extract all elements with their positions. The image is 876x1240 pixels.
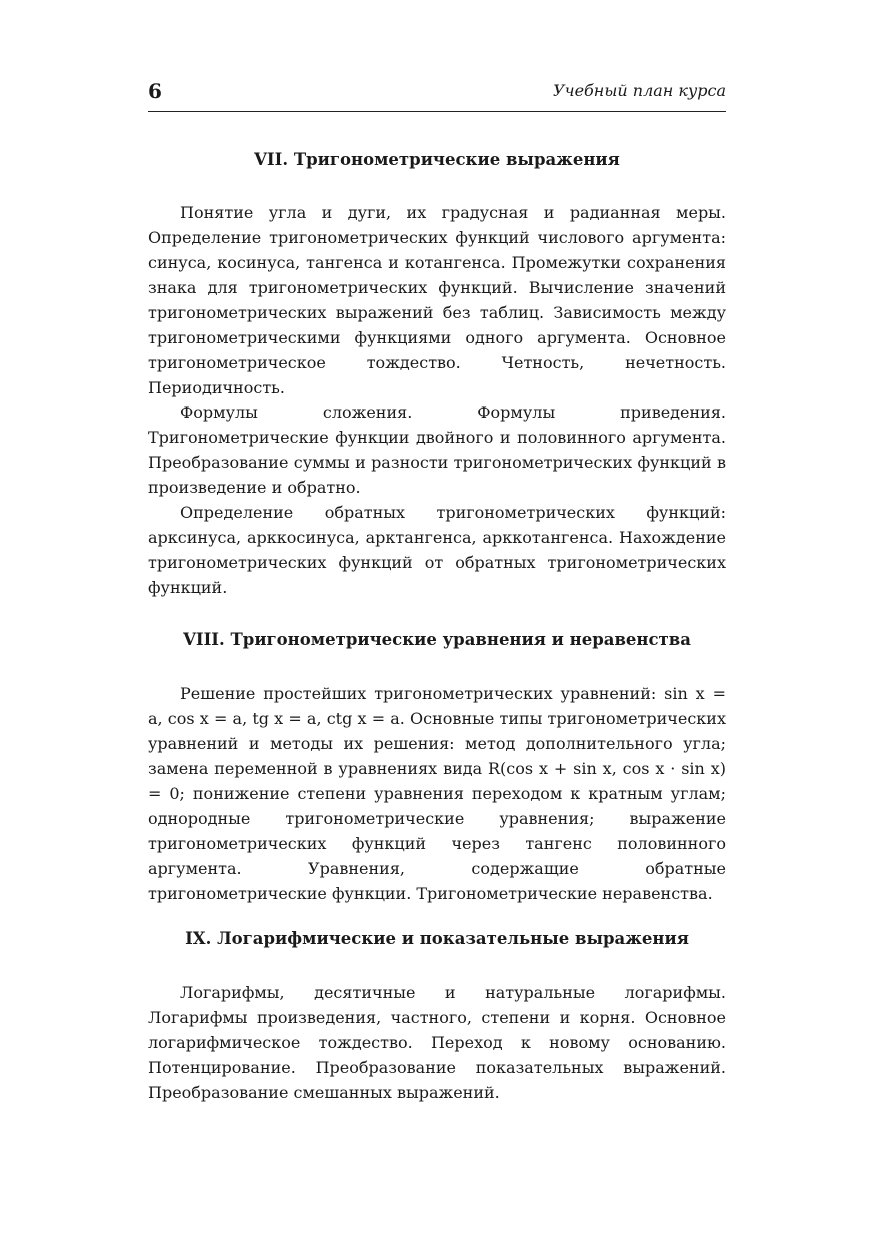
header-rule bbox=[148, 111, 726, 112]
section-paragraph: Логарифмы, десятичные и натуральные логарифмы. Логарифмы произведения, частного, степени и корня. Основное логарифмическое тождество. Переход к новому основанию. Потенцирование. Преобразование показательных выражений. Преобразование смешанных выражений. bbox=[148, 983, 726, 1102]
section-paragraph: Формулы сложения. Формулы приведения. Тригонометрические функции двойного и половинного аргумента. Преобразование суммы и разности тригонометрических функций в произведение и обратно. bbox=[148, 403, 726, 497]
section-title: VII. Тригонометрические выражения bbox=[254, 150, 620, 169]
section-paragraph: Определение обратных тригонометрических функций: арксинуса, арккосинуса, арктангенса, арккотангенса. Нахождение тригонометрических функций от обратных тригонометрических функций. bbox=[148, 503, 726, 597]
section-title: VIII. Тригонометрические уравнения и неравенства bbox=[183, 630, 691, 649]
page-number: 6 bbox=[148, 79, 162, 103]
section-paragraph: Понятие угла и дуги, их градусная и радианная меры. Определение тригонометрических функций числового аргумента: синуса, косинуса, тангенса и котангенса. Промежутки сохранения знака для тригонометрических функций. Вычисление значений тригонометрических выражений без таблиц. Зависимость между тригонометрическими функциями одного аргумента. Основное тригонометрическое тождество. Четность, нечетность. Периодичность. bbox=[148, 203, 726, 397]
page-body bbox=[148, 130, 726, 1105]
section-title: IX. Логарифмические и показательные выражения bbox=[185, 929, 689, 948]
section-paragraph: Решение простейших тригонометрических уравнений: sin x = a, cos x = a, tg x = a, ctg x = a. Основные типы тригонометрических уравнений и методы их решения: метод дополнительного угла; замена переменной в уравнениях вида R(cos x + sin x, cos x · sin x) = 0; понижение степени уравнения переходом к кратным углам; однородные тригонометрические уравнения; выражение тригонометрических функций через тангенс половинного аргумента. Уравнения, содержащие обратные тригонометрические функции. Тригонометрические неравенства. bbox=[148, 684, 726, 903]
running-head: Учебный план курса bbox=[553, 81, 726, 100]
